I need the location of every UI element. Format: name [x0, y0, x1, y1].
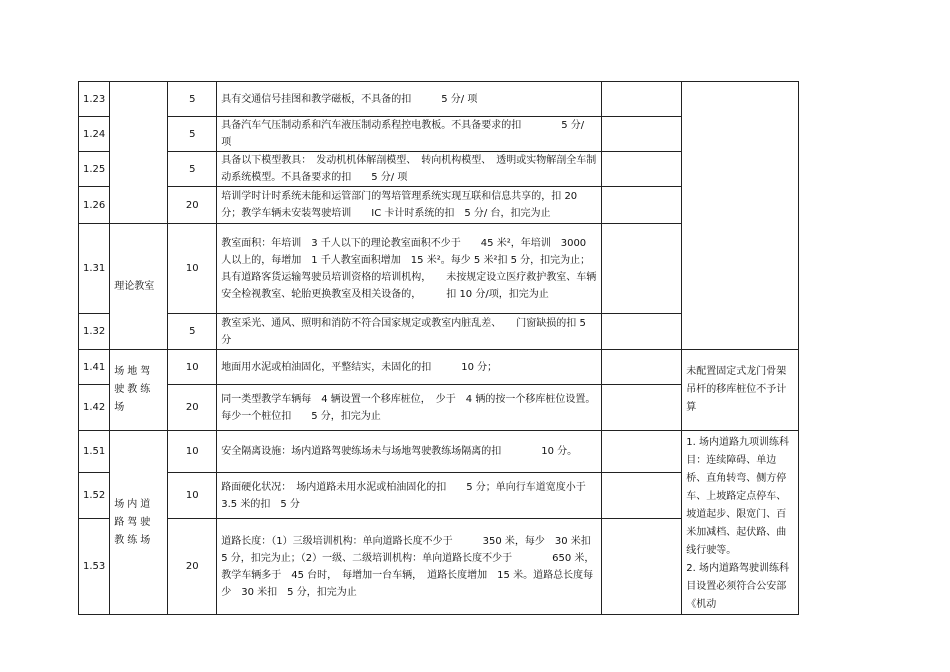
description-text: 安全隔离设施：场内道路驾驶练场未与场地驾驶教练场隔离的扣 10 分。 — [221, 446, 578, 458]
blank-cell — [602, 314, 682, 350]
category-label: 场内道路驾驶教练场 — [114, 498, 154, 546]
blank-cell — [602, 82, 682, 117]
category-cell — [110, 224, 168, 350]
description-cell — [217, 431, 602, 473]
item-number: 1.26 — [79, 187, 110, 224]
description-text: 地面用水泥或柏油固化，平整结实，未固化的扣 10 分； — [221, 361, 498, 373]
description-cell — [217, 224, 602, 314]
category-label: 理论教室 — [114, 280, 155, 292]
item-number: 1.41 — [79, 350, 110, 385]
description-cell — [217, 117, 602, 152]
item-number: 1.53 — [79, 519, 110, 615]
blank-cell — [602, 117, 682, 152]
description-cell — [217, 187, 602, 224]
item-number: 1.32 — [79, 314, 110, 350]
item-number: 1.31 — [79, 224, 110, 314]
description-cell — [217, 314, 602, 350]
description-text: 同一类型教学车辆每 4 辆设置一个移库桩位， 少于 4 辆的按一个移库桩位设置。每少一个桩位扣 5 分，扣完为止 — [221, 393, 596, 422]
category-cell — [110, 82, 168, 224]
score-cell: 10 — [168, 431, 217, 473]
score-cell: 20 — [168, 187, 217, 224]
description-cell — [217, 473, 602, 519]
table-row — [79, 431, 799, 473]
blank-cell — [602, 473, 682, 519]
description-text: 具有交通信号挂图和教学磁板，不具备的扣 5 分/ 项 — [221, 93, 478, 105]
blank-cell — [602, 224, 682, 314]
score-cell: 20 — [168, 385, 217, 431]
blank-cell — [602, 350, 682, 385]
description-cell — [217, 82, 602, 117]
blank-cell — [602, 152, 682, 187]
description-text: 道路长度：（1）三级培训机构：单向道路长度不少于 350 米，每少 30 米扣 5 分，扣完为止；（2）一级、二级培训机构：单向道路长度不少于 650 米，教学车辆多于 45 台时， 每增加一台车辆， 道路长度增加 15 米。道路总长度每少 30 米扣 5 分，扣完为止 — [221, 535, 595, 598]
category-label: 场地驾驶教练场 — [114, 366, 154, 413]
blank-cell — [602, 431, 682, 473]
score-cell: 5 — [168, 82, 217, 117]
note-text: 1. 场内道路九项训练科目：连续障碍、单边桥、直角转弯、侧方停车、上坡路定点停车、坡道起步、限宽门、百米加减档、起伏路、曲线行驶等。 2. 场内道路驾驶训练科目设置必须符合公安部《机动 — [686, 437, 789, 610]
description-text: 培训学时计时系统未能和运管部门的驾培管理系统实现互联和信息共享的，扣 20 分；教学车辆未安装驾驶培训 IC 卡计时系统的扣 5 分/ 台，扣完为止 — [221, 191, 581, 219]
description-cell — [217, 519, 602, 615]
category-cell — [110, 350, 168, 431]
score-cell: 10 — [168, 350, 217, 385]
note-text: 未配置固定式龙门骨架吊杆的移库桩位不予计算 — [686, 366, 787, 413]
description-cell — [217, 385, 602, 431]
item-number: 1.52 — [79, 473, 110, 519]
description-text: 教室采光、通风、照明和消防不符合国家规定或教室内脏乱差、 门窗缺损的扣 5 分 — [221, 317, 589, 346]
description-text: 具备汽车气压制动系和汽车液压制动系程控电教板。不具备要求的扣 5 分/ 项 — [221, 120, 588, 148]
item-number: 1.25 — [79, 152, 110, 187]
description-cell — [217, 350, 602, 385]
item-number: 1.42 — [79, 385, 110, 431]
blank-cell — [602, 519, 682, 615]
table-row — [79, 350, 799, 385]
item-number: 1.24 — [79, 117, 110, 152]
score-cell: 20 — [168, 519, 217, 615]
score-cell: 10 — [168, 473, 217, 519]
category-cell — [110, 431, 168, 615]
description-text: 具备以下模型教具： 发动机机体解剖模型、 转向机构模型、 透明或实物解剖全车制动系统模型。不具备要求的扣 5 分/ 项 — [221, 155, 597, 183]
score-cell: 5 — [168, 314, 217, 350]
description-text: 教室面积：年培训 3 千人以下的理论教室面积不少于 45 米²，年培训 3000 人以上的，每增加 1 千人教室面积增加 15 米²。每少 5 米²扣 5 分，扣完为止；具有道路客货运输驾驶员培训资格的培训机构， 未按规定设立医疗救护教室、车辆安全检视教室、轮胎更换教室及相关设备的， 扣 10 分/项，扣完为止 — [221, 237, 597, 300]
score-cell: 5 — [168, 117, 217, 152]
score-cell: 10 — [168, 224, 217, 314]
description-cell — [217, 152, 602, 187]
item-number: 1.23 — [79, 82, 110, 117]
note-cell — [682, 431, 799, 615]
description-text: 路面硬化状况： 场内道路未用水泥或柏油固化的扣 5 分；单向行车道宽度小于 3.5 米的扣 5 分 — [221, 481, 589, 510]
blank-cell — [602, 187, 682, 224]
table-row — [79, 82, 799, 117]
scoring-table — [78, 81, 799, 615]
note-cell — [682, 82, 799, 350]
note-cell — [682, 350, 799, 431]
item-number: 1.51 — [79, 431, 110, 473]
blank-cell — [602, 385, 682, 431]
score-cell: 5 — [168, 152, 217, 187]
